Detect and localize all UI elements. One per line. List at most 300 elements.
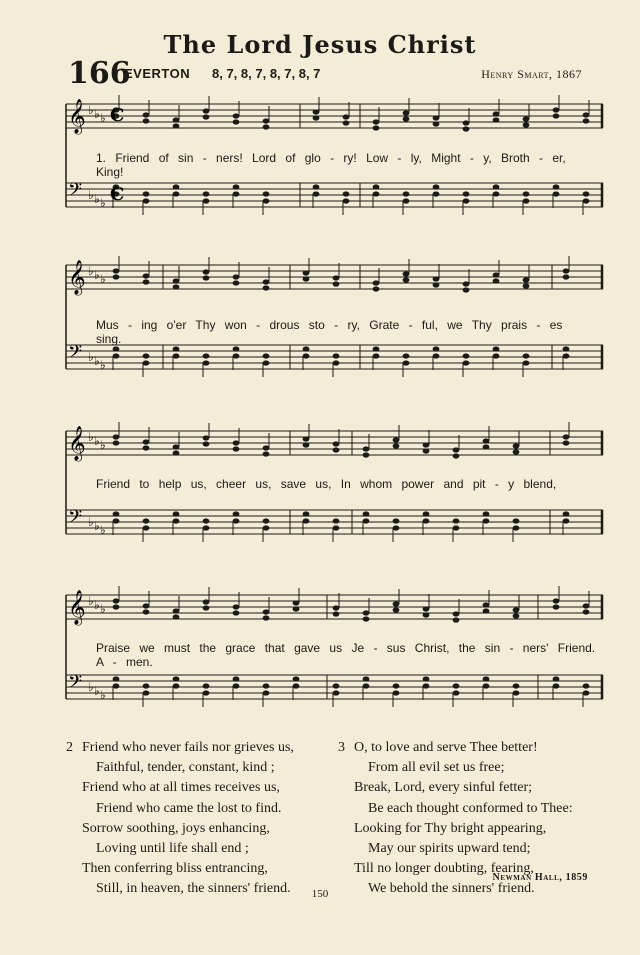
note-head xyxy=(113,676,120,681)
note-head xyxy=(403,198,410,203)
note-head xyxy=(173,676,180,681)
note-head xyxy=(313,184,320,189)
note-head xyxy=(553,184,560,189)
verse-number: 3 xyxy=(338,740,345,755)
note-head xyxy=(363,683,370,688)
note-head xyxy=(303,518,310,523)
flat-sign: ♭ xyxy=(94,107,100,121)
note-head xyxy=(333,518,340,523)
note-head xyxy=(483,444,490,449)
note-head xyxy=(203,518,210,523)
flat-sign: ♭ xyxy=(88,264,94,278)
note-head xyxy=(233,353,240,358)
note-head xyxy=(263,279,270,284)
note-head xyxy=(583,198,590,203)
note-head xyxy=(113,440,120,445)
note-head xyxy=(483,683,490,688)
note-head xyxy=(203,275,210,280)
note-head xyxy=(423,606,430,611)
note-head xyxy=(203,683,210,688)
note-head xyxy=(553,683,560,688)
note-head xyxy=(333,360,340,365)
note-head xyxy=(393,683,400,688)
note-head xyxy=(523,198,530,203)
note-head xyxy=(373,191,380,196)
flat-sign: ♭ xyxy=(100,602,106,616)
note-head xyxy=(233,274,240,279)
verse-line: Still, in heaven, the sinners' friend. xyxy=(96,881,291,897)
note-head xyxy=(113,683,120,688)
note-head xyxy=(453,617,460,622)
note-head xyxy=(523,283,530,288)
note-head xyxy=(583,683,590,688)
flat-sign: ♭ xyxy=(100,688,106,702)
note-head xyxy=(433,191,440,196)
note-head xyxy=(263,124,270,129)
note-head xyxy=(563,346,570,351)
note-head xyxy=(453,525,460,530)
flat-sign: ♭ xyxy=(100,272,106,286)
meter: 8, 7, 8, 7, 8, 7, 8, 7 xyxy=(212,66,321,81)
note-head xyxy=(403,271,410,276)
note-head xyxy=(333,611,340,616)
flat-sign: ♭ xyxy=(88,594,94,608)
note-head xyxy=(403,110,410,115)
note-head xyxy=(493,346,500,351)
note-head xyxy=(173,123,180,128)
note-head xyxy=(113,518,120,523)
note-head xyxy=(203,605,210,610)
note-head xyxy=(373,346,380,351)
note-head xyxy=(563,268,570,273)
note-head xyxy=(553,598,560,603)
note-head xyxy=(263,525,270,530)
note-head xyxy=(263,191,270,196)
note-head xyxy=(453,690,460,695)
note-head xyxy=(423,683,430,688)
note-head xyxy=(203,269,210,274)
note-head xyxy=(263,518,270,523)
note-head xyxy=(313,191,320,196)
note-head xyxy=(173,191,180,196)
note-head xyxy=(313,109,320,114)
note-head xyxy=(523,116,530,121)
treble-clef-icon: 𝄞 xyxy=(68,260,86,295)
note-head xyxy=(393,690,400,695)
flat-sign: ♭ xyxy=(88,430,94,444)
note-head xyxy=(373,125,380,130)
note-head xyxy=(523,122,530,127)
verse-line: May our spirits upward tend; xyxy=(368,841,531,857)
note-head xyxy=(143,603,150,608)
note-head xyxy=(203,525,210,530)
note-head xyxy=(263,285,270,290)
note-head xyxy=(333,447,340,452)
note-head xyxy=(523,191,530,196)
verse-line: O, to love and serve Thee better! xyxy=(354,740,538,755)
verse-line: Break, Lord, every sinful fetter; xyxy=(354,780,533,796)
note-head xyxy=(303,270,310,275)
note-head xyxy=(393,525,400,530)
note-head xyxy=(563,518,570,523)
note-head xyxy=(303,276,310,281)
flat-sign: ♭ xyxy=(94,519,100,533)
note-head xyxy=(143,683,150,688)
note-head xyxy=(303,346,310,351)
note-head xyxy=(483,518,490,523)
note-head xyxy=(373,280,380,285)
note-head xyxy=(453,611,460,616)
tune-name: EVERTON xyxy=(124,66,191,81)
note-head xyxy=(433,276,440,281)
bass-clef-icon: 𝄢 xyxy=(68,507,83,532)
note-head xyxy=(513,613,520,618)
note-head xyxy=(373,353,380,358)
note-head xyxy=(203,191,210,196)
note-head xyxy=(233,604,240,609)
note-head xyxy=(303,353,310,358)
note-head xyxy=(113,434,120,439)
note-head xyxy=(453,683,460,688)
note-head xyxy=(423,511,430,516)
note-head xyxy=(233,440,240,445)
verse-line: Faithful, tender, constant, kind ; xyxy=(96,760,275,776)
note-head xyxy=(453,447,460,452)
note-head xyxy=(513,449,520,454)
note-head xyxy=(233,446,240,451)
note-head xyxy=(263,683,270,688)
note-head xyxy=(333,683,340,688)
note-head xyxy=(583,603,590,608)
note-head xyxy=(433,346,440,351)
note-head xyxy=(483,676,490,681)
note-head xyxy=(423,448,430,453)
note-head xyxy=(203,360,210,365)
note-head xyxy=(493,191,500,196)
note-head xyxy=(173,614,180,619)
flat-sign: ♭ xyxy=(94,434,100,448)
flat-sign: ♭ xyxy=(94,268,100,282)
flat-sign: ♭ xyxy=(100,523,106,537)
note-head xyxy=(303,436,310,441)
note-head xyxy=(173,683,180,688)
flat-sign: ♭ xyxy=(94,684,100,698)
note-head xyxy=(463,281,470,286)
flat-sign: ♭ xyxy=(94,354,100,368)
note-head xyxy=(173,444,180,449)
note-head xyxy=(143,273,150,278)
note-head xyxy=(523,360,530,365)
note-head xyxy=(333,605,340,610)
hymn-number: 166 xyxy=(68,56,131,91)
note-head xyxy=(343,114,350,119)
note-head xyxy=(233,113,240,118)
note-head xyxy=(233,119,240,124)
note-head xyxy=(203,441,210,446)
treble-clef-icon: 𝄞 xyxy=(68,99,86,134)
note-head xyxy=(433,353,440,358)
note-head xyxy=(173,184,180,189)
note-head xyxy=(203,198,210,203)
note-head xyxy=(173,450,180,455)
note-head xyxy=(433,282,440,287)
note-head xyxy=(203,353,210,358)
verse-line: Looking for Thy bright appearing, xyxy=(354,820,547,836)
note-head xyxy=(493,278,500,283)
note-head xyxy=(203,435,210,440)
note-head xyxy=(583,191,590,196)
treble-clef-icon: 𝄞 xyxy=(68,426,86,461)
note-head xyxy=(173,284,180,289)
author-credit: Newman Hall, 1859 xyxy=(492,872,588,883)
note-head xyxy=(143,525,150,530)
note-head xyxy=(453,518,460,523)
note-head xyxy=(113,274,120,279)
note-head xyxy=(143,690,150,695)
note-head xyxy=(173,346,180,351)
note-head xyxy=(203,690,210,695)
note-head xyxy=(263,360,270,365)
note-head xyxy=(263,118,270,123)
note-head xyxy=(333,281,340,286)
note-head xyxy=(483,438,490,443)
verse-line: Loving until life shall end ; xyxy=(96,841,249,857)
note-head xyxy=(233,610,240,615)
note-head xyxy=(393,601,400,606)
note-head xyxy=(333,275,340,280)
note-head xyxy=(143,518,150,523)
note-head xyxy=(393,437,400,442)
note-head xyxy=(363,452,370,457)
time-signature: C xyxy=(110,105,125,126)
flat-sign: ♭ xyxy=(94,598,100,612)
verse-number: 2 xyxy=(66,740,73,755)
note-head xyxy=(293,676,300,681)
note-head xyxy=(583,118,590,123)
note-head xyxy=(463,360,470,365)
note-head xyxy=(513,690,520,695)
note-head xyxy=(393,607,400,612)
note-head xyxy=(523,277,530,282)
time-signature: C xyxy=(110,184,125,205)
note-head xyxy=(293,600,300,605)
note-head xyxy=(263,615,270,620)
note-head xyxy=(203,108,210,113)
note-head xyxy=(233,676,240,681)
lyric-line: Friend to help us, cheer us, save us, In whom power and pit - y blend, xyxy=(96,477,557,491)
note-head xyxy=(143,353,150,358)
note-head xyxy=(403,353,410,358)
note-head xyxy=(423,676,430,681)
note-head xyxy=(233,518,240,523)
note-head xyxy=(373,184,380,189)
lyric-line: Mus - ing o'er Thy won - drous sto - ry, Grate - ful, we Thy prais - es sing. xyxy=(96,318,563,346)
note-head xyxy=(463,120,470,125)
flat-sign: ♭ xyxy=(88,680,94,694)
note-head xyxy=(523,353,530,358)
note-head xyxy=(453,453,460,458)
note-head xyxy=(403,360,410,365)
note-head xyxy=(363,518,370,523)
note-head xyxy=(493,184,500,189)
note-head xyxy=(173,518,180,523)
verse-line: We behold the sinners' friend. xyxy=(368,881,535,897)
note-head xyxy=(483,608,490,613)
note-head xyxy=(513,607,520,612)
flat-sign: ♭ xyxy=(100,438,106,452)
note-head xyxy=(143,445,150,450)
note-head xyxy=(263,451,270,456)
verse-line: Till no longer doubting, fearing, xyxy=(354,861,534,877)
note-head xyxy=(143,198,150,203)
note-head xyxy=(463,126,470,131)
note-head xyxy=(513,525,520,530)
treble-clef-icon: 𝄞 xyxy=(68,590,86,625)
note-head xyxy=(233,511,240,516)
verse-line: Friend who came the lost to find. xyxy=(96,800,282,816)
note-head xyxy=(143,279,150,284)
note-head xyxy=(463,191,470,196)
note-head xyxy=(303,511,310,516)
note-head xyxy=(513,518,520,523)
note-head xyxy=(493,353,500,358)
note-head xyxy=(583,112,590,117)
verse-line: Friend who at all times receives us, xyxy=(82,780,280,796)
note-head xyxy=(143,112,150,117)
bass-clef-icon: 𝄢 xyxy=(68,342,83,367)
flat-sign: ♭ xyxy=(100,358,106,372)
verse-line: Then conferring bliss entrancing, xyxy=(82,861,268,877)
note-head xyxy=(113,598,120,603)
note-head xyxy=(493,272,500,277)
note-head xyxy=(423,612,430,617)
note-head xyxy=(263,690,270,695)
note-head xyxy=(363,610,370,615)
flat-sign: ♭ xyxy=(88,188,94,202)
note-head xyxy=(173,278,180,283)
bass-clef-icon: 𝄢 xyxy=(68,180,83,205)
note-head xyxy=(343,191,350,196)
note-head xyxy=(373,119,380,124)
note-head xyxy=(363,511,370,516)
note-head xyxy=(333,525,340,530)
note-head xyxy=(563,274,570,279)
note-head xyxy=(143,191,150,196)
note-head xyxy=(363,616,370,621)
composer-credit: Henry Smart, 1867 xyxy=(481,67,582,81)
note-head xyxy=(233,346,240,351)
note-head xyxy=(333,441,340,446)
note-head xyxy=(143,609,150,614)
note-head xyxy=(483,602,490,607)
note-head xyxy=(173,608,180,613)
note-head xyxy=(173,117,180,122)
note-head xyxy=(313,115,320,120)
note-head xyxy=(333,353,340,358)
note-head xyxy=(403,191,410,196)
note-head xyxy=(113,353,120,358)
note-head xyxy=(483,511,490,516)
note-head xyxy=(553,113,560,118)
verse-line: Sorrow soothing, joys enhancing, xyxy=(82,820,270,836)
note-head xyxy=(553,676,560,681)
note-head xyxy=(553,107,560,112)
note-head xyxy=(393,518,400,523)
note-head xyxy=(343,198,350,203)
note-head xyxy=(143,360,150,365)
note-head xyxy=(463,287,470,292)
note-head xyxy=(563,440,570,445)
note-head xyxy=(423,442,430,447)
note-head xyxy=(403,116,410,121)
note-head xyxy=(113,604,120,609)
verse-line: Friend who never fails nor grieves us, xyxy=(82,740,294,755)
note-head xyxy=(233,280,240,285)
note-head xyxy=(513,443,520,448)
page-number: 150 xyxy=(311,888,329,900)
note-head xyxy=(583,609,590,614)
verse-2 xyxy=(66,738,294,900)
verse-line: Be each thought conformed to Thee: xyxy=(368,800,573,816)
verse-line: From all evil set us free; xyxy=(368,760,505,776)
note-head xyxy=(583,690,590,695)
note-head xyxy=(233,184,240,189)
note-head xyxy=(563,511,570,516)
note-head xyxy=(333,690,340,695)
note-head xyxy=(143,439,150,444)
note-head xyxy=(563,434,570,439)
note-head xyxy=(433,121,440,126)
note-head xyxy=(203,114,210,119)
note-head xyxy=(423,518,430,523)
note-head xyxy=(493,117,500,122)
note-head xyxy=(463,198,470,203)
note-head xyxy=(233,191,240,196)
note-head xyxy=(513,683,520,688)
note-head xyxy=(113,268,120,273)
note-head xyxy=(363,446,370,451)
bass-clef-icon: 𝄢 xyxy=(68,672,83,697)
lyric-line: 1. Friend of sin - ners! Lord of glo - ry! Low - ly, Might - y, Broth - er, King! xyxy=(96,151,566,179)
section-title: The Lord Jesus Christ xyxy=(163,30,477,59)
note-head xyxy=(373,286,380,291)
flat-sign: ♭ xyxy=(100,196,106,210)
lyric-line: Praise we must the grace that gave us Je - sus Christ, the sin - ners' Friend. A - men. xyxy=(96,641,596,669)
note-head xyxy=(493,111,500,116)
note-head xyxy=(263,198,270,203)
note-head xyxy=(343,120,350,125)
note-head xyxy=(563,353,570,358)
note-head xyxy=(233,683,240,688)
note-head xyxy=(173,511,180,516)
flat-sign: ♭ xyxy=(100,111,106,125)
note-head xyxy=(203,599,210,604)
flat-sign: ♭ xyxy=(88,350,94,364)
flat-sign: ♭ xyxy=(88,515,94,529)
note-head xyxy=(403,277,410,282)
note-head xyxy=(143,118,150,123)
note-head xyxy=(463,353,470,358)
note-head xyxy=(553,191,560,196)
note-head xyxy=(293,606,300,611)
note-head xyxy=(363,676,370,681)
note-head xyxy=(303,442,310,447)
note-head xyxy=(113,346,120,351)
note-head xyxy=(263,609,270,614)
note-head xyxy=(433,184,440,189)
note-head xyxy=(263,445,270,450)
flat-sign: ♭ xyxy=(94,192,100,206)
